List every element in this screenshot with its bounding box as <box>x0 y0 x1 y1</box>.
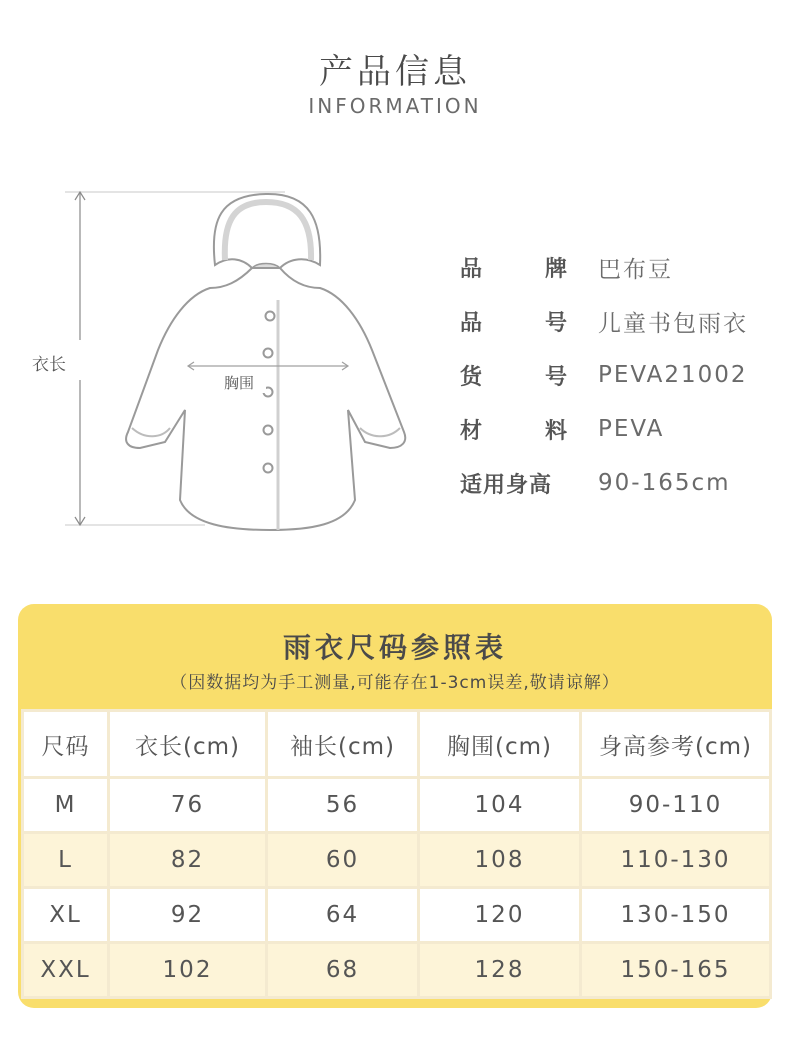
spec-key: 适用身高 <box>460 472 553 498</box>
table-row <box>23 833 771 888</box>
table-cell: 110-130 <box>581 833 771 888</box>
table-cell: 56 <box>267 778 419 833</box>
spec-row-height <box>460 456 748 510</box>
spec-row-item-number <box>460 348 748 402</box>
spec-row-brand <box>460 240 748 294</box>
table-cell: 102 <box>109 943 267 998</box>
header-sleeve: 袖长(cm) <box>267 711 419 778</box>
size-table <box>21 709 772 999</box>
table-cell: L <box>23 833 109 888</box>
table-cell: 90-110 <box>581 778 771 833</box>
table-cell: 120 <box>419 888 581 943</box>
header-length: 衣长(cm) <box>109 711 267 778</box>
raincoat-diagram <box>20 180 420 540</box>
header-size: 尺码 <box>23 711 109 778</box>
table-cell: 104 <box>419 778 581 833</box>
spec-key: 材 料 <box>460 418 568 444</box>
spec-key: 货 号 <box>460 364 568 390</box>
spec-key: 品 牌 <box>460 256 568 282</box>
spec-value: PEVA <box>598 416 665 442</box>
table-cell: 130-150 <box>581 888 771 943</box>
size-chart-title: 雨衣尺码参照表 <box>282 631 507 664</box>
table-cell: 128 <box>419 943 581 998</box>
table-cell: 108 <box>419 833 581 888</box>
table-cell: XL <box>23 888 109 943</box>
table-cell: 64 <box>267 888 419 943</box>
spec-row-material <box>460 402 748 456</box>
table-row <box>23 778 771 833</box>
page-title: 产品信息 <box>319 52 471 92</box>
spec-row-product <box>460 294 748 348</box>
chest-label: 胸围 <box>224 374 255 392</box>
table-header-row <box>23 711 771 778</box>
spec-key: 品 号 <box>460 310 568 336</box>
table-cell: 92 <box>109 888 267 943</box>
spec-value: PEVA21002 <box>598 362 748 388</box>
length-label: 衣长 <box>32 348 66 377</box>
table-cell: 68 <box>267 943 419 998</box>
page-subtitle: INFORMATION <box>308 94 482 118</box>
spec-value: 90-165cm <box>598 470 731 496</box>
table-row <box>23 888 771 943</box>
spec-value: 巴布豆 <box>598 256 673 283</box>
table-row <box>23 943 771 998</box>
table-cell: 60 <box>267 833 419 888</box>
table-cell: 76 <box>109 778 267 833</box>
size-chart-panel <box>18 604 772 1008</box>
table-cell: XXL <box>23 943 109 998</box>
spec-value: 儿童书包雨衣 <box>598 310 748 337</box>
spec-list <box>460 240 748 510</box>
table-cell: M <box>23 778 109 833</box>
header-height: 身高参考(cm) <box>581 711 771 778</box>
size-chart-note: （因数据均为手工测量,可能存在1-3cm误差,敬请谅解） <box>170 673 620 693</box>
raincoat-illustration <box>20 180 420 540</box>
table-cell: 150-165 <box>581 943 771 998</box>
table-cell: 82 <box>109 833 267 888</box>
header-chest: 胸围(cm) <box>419 711 581 778</box>
